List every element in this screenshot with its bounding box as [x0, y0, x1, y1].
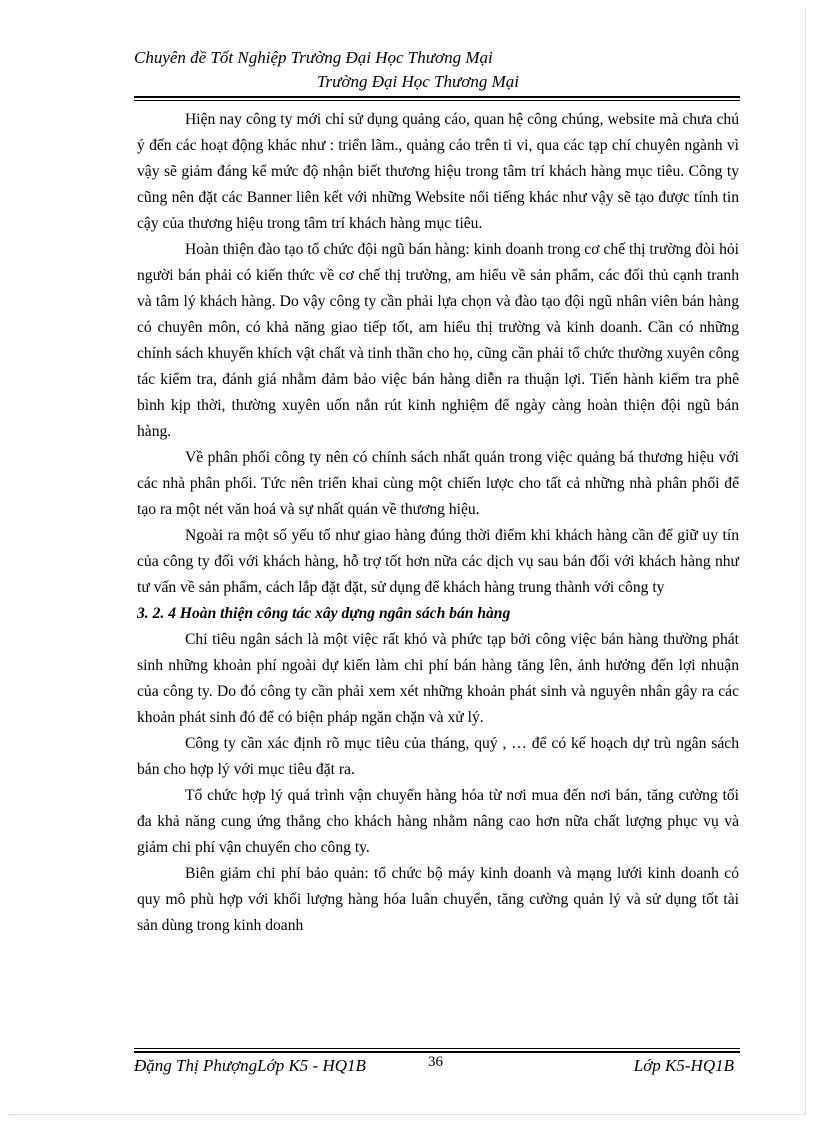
header-title-line-2: Trường Đại Học Thương Mại [317, 72, 519, 91]
paragraph-budget-goals: Công ty cần xác định rõ mục tiêu của tháng, quý , … để có kế hoạch dự trù ngân sách bán cho hợp lý với mục tiêu đặt ra. [137, 735, 739, 778]
paragraph-budget-spending: Chi tiêu ngân sách là một việc rất khó và phức tạp bởi công việc bán hàng thường phát sinh những khoản phí ngoài dự kiến làm chi phí bán hàng tăng lên, ảnh hưởng đến lợi nhuận của công ty. Do đó công ty cần phải xem xét những khoản phát sinh và nguyên nhân gây ra các khoản phát sinh đó để có biện pháp ngăn chặn và xử lý. [137, 631, 739, 726]
paragraph-advertising: Hiện nay công ty mới chỉ sử dụng quảng cáo, quan hệ công chúng, website mà chưa chú ý đến các hoạt động khác như : triển lãm., quảng cáo trên ti vi, qua các tạp chí chuyên ngành vì vậy sẽ giảm đáng kể mức độ nhận biết thương hiệu trong tâm trí khách hàng mục tiêu. Công ty cũng nên đặt các Banner liên kết với những Website nổi tiếng khác như vậy sẽ tạo được tính tin cậy của thương hiệu trong tâm trí khách hàng mục tiêu. [137, 111, 739, 232]
section-heading: 3. 2. 4 Hoàn thiện công tác xây dựng ngân sách bán hàng [137, 605, 511, 622]
page-header [134, 46, 744, 94]
paragraph-sales-team-training: Hoàn thiện đào tạo tổ chức đội ngũ bán hàng: kinh doanh trong cơ chế thị trường đòi hỏi người bán phải có kiến thức về cơ chế thị trường, am hiểu về sản phẩm, các đối thủ cạnh tranh và tâm lý khách hàng. Do vậy công ty cần phải lựa chọn và đào tạo đội ngũ nhân viên bán hàng có chuyên môn, có khả năng giao tiếp tốt, am hiểu thị trường và kinh doanh. Cần có những chính sách khuyến khích vật chất và tinh thần cho họ, cũng cần phải tổ chức thường xuyên công tác kiểm tra, đánh giá nhằm đảm bảo việc bán hàng diễn ra thuận lợi. Tiến hành kiểm tra phê bình kịp thời, thường xuyên uốn nắn rút kinh nghiệm để ngày càng hoàn thiện đội ngũ bán hàng. [137, 241, 739, 440]
document-body [137, 107, 739, 939]
paragraph-distribution: Về phân phối công ty nên có chính sách nhất quán trong việc quảng bá thương hiệu với các nhà phân phối. Tức nên triển khai cùng một chiến lược cho tất cả những nhà phân phối để tạo ra một nét văn hoá và sự nhất quán về thương hiệu. [137, 449, 739, 518]
header-title-line-1: Chuyên đề Tốt Nghiệp Trường Đại Học Thương Mại [134, 48, 493, 67]
footer-class: Lớp K5-HQ1B [633, 1056, 734, 1075]
page-footer [134, 1054, 740, 1078]
paragraph-transport: Tổ chức hợp lý quá trình vận chuyển hàng hóa từ nơi mua đến nơi bán, tăng cường tối đa khả năng cung ứng thẳng cho khách hàng nhằm nâng cao hơn nữa chất lượng phục vụ và giảm chi phí vận chuyển cho công ty. [137, 787, 739, 856]
footer-author: Đặng Thị PhượngLớp K5 - HQ1B [134, 1056, 366, 1075]
header-divider [134, 96, 740, 101]
page-number: 36 [428, 1054, 443, 1070]
paragraph-other-factors: Ngoài ra một số yếu tố như giao hàng đúng thời điểm khi khách hàng cần để giữ uy tín của công ty đối với khách hàng, hỗ trợ tốt hơn nữa các dịch vụ sau bán đối với khách hàng như tư vấn về sản phẩm, cách lắp đặt đặt, sử dụng để khách hàng trung thành với công ty [137, 527, 739, 596]
paragraph-storage-costs: Biên giảm chi phí bảo quản: tổ chức bộ máy kinh doanh và mạng lưới kinh doanh có quy mô phù hợp với khối lượng hàng hóa luân chuyển, tăng cường quản lý và sử dụng tốt tài sản dùng trong kinh doanh [137, 865, 739, 934]
